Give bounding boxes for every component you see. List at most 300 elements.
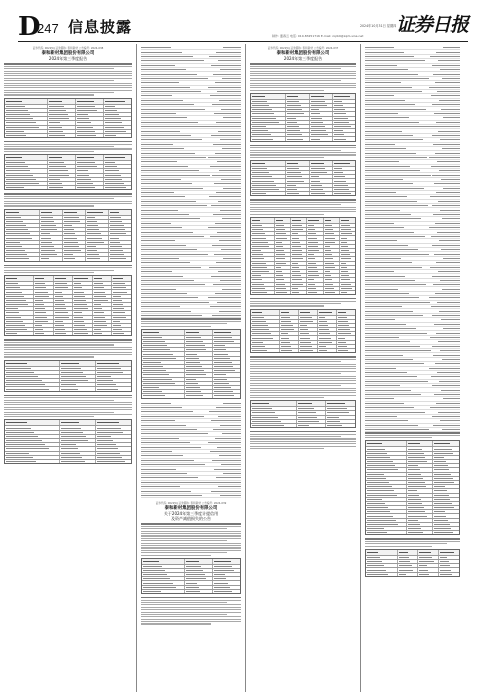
table-cell	[5, 224, 40, 227]
text-line	[4, 201, 132, 202]
table-cell	[63, 257, 86, 260]
text-line	[141, 597, 241, 598]
table-cell	[142, 386, 185, 389]
table-cell	[407, 441, 434, 446]
table-cell	[48, 121, 76, 124]
table-cell	[333, 133, 355, 136]
shareholder-table	[4, 209, 132, 262]
table-cell	[5, 134, 48, 137]
company-name: 泰和新材集团股份有限公司	[276, 51, 330, 56]
text-line	[250, 356, 356, 357]
table-cell	[333, 117, 355, 120]
text-line	[4, 352, 132, 353]
table-cell	[439, 564, 459, 567]
table-cell	[60, 452, 96, 455]
editor-contact-line: 制作: 董春云 电话: 010-83251716 E-mail: zqrb9@zqrb.sina.net	[272, 34, 364, 38]
financial-table	[250, 93, 356, 142]
table-cell	[213, 344, 240, 347]
table-cell	[112, 295, 131, 298]
table-cell	[185, 394, 213, 397]
table-cell	[433, 473, 459, 476]
text-line	[141, 526, 241, 527]
table-cell	[54, 307, 74, 310]
table-cell	[318, 316, 337, 319]
table-cell	[112, 328, 131, 331]
table-cell	[185, 586, 213, 589]
newspaper-logo: 证券日报	[395, 14, 468, 36]
table-cell	[40, 232, 63, 235]
table-row	[5, 332, 131, 335]
table-cell	[251, 416, 297, 419]
table-cell	[275, 278, 291, 281]
table-cell	[112, 332, 131, 335]
table-cell	[318, 328, 337, 331]
table-cell	[251, 401, 297, 406]
table-cell	[275, 257, 291, 260]
table-cell	[185, 569, 213, 572]
table-cell	[48, 155, 76, 160]
table-cell	[5, 452, 60, 455]
table-cell	[286, 161, 309, 166]
table-cell	[73, 311, 93, 314]
table-cell	[433, 527, 459, 530]
table-cell	[280, 320, 299, 323]
table-cell	[340, 291, 355, 294]
text-line	[365, 437, 432, 438]
table-cell	[5, 375, 60, 378]
table-row	[251, 349, 355, 352]
table-cell	[275, 245, 291, 248]
text-line	[4, 92, 114, 93]
table-cell	[398, 556, 419, 559]
table-cell	[275, 249, 291, 252]
table-cell	[60, 447, 96, 450]
table-cell	[5, 182, 48, 185]
table-cell	[366, 481, 407, 484]
table-cell	[185, 382, 213, 385]
table-cell	[76, 174, 104, 177]
text-line	[365, 432, 460, 433]
text-line	[141, 600, 241, 601]
table-cell	[213, 565, 240, 568]
table-cell	[5, 383, 60, 386]
table-cell	[34, 282, 54, 285]
table-cell	[5, 169, 48, 172]
text-line	[250, 366, 356, 367]
table-cell	[185, 369, 213, 372]
table-cell	[48, 117, 76, 120]
table-cell	[142, 330, 185, 335]
text-line	[250, 446, 356, 447]
table-cell	[213, 573, 240, 576]
middle-column	[141, 46, 241, 690]
table-cell	[34, 286, 54, 289]
table-cell	[299, 324, 318, 327]
table-cell	[439, 568, 459, 571]
table-cell	[54, 295, 74, 298]
table-cell	[34, 276, 54, 281]
table-cell	[407, 523, 434, 526]
table-cell	[333, 121, 355, 124]
table-cell	[433, 477, 459, 480]
table-cell	[109, 216, 131, 219]
table-cell	[340, 262, 355, 265]
table-cell	[5, 379, 60, 382]
table-cell	[333, 175, 355, 178]
table-cell	[326, 416, 355, 419]
table-cell	[251, 424, 297, 427]
table-cell	[60, 379, 96, 382]
table-cell	[291, 224, 307, 227]
text-line	[4, 73, 132, 74]
text-line	[4, 347, 132, 348]
table-cell	[109, 241, 131, 244]
text-line	[141, 535, 241, 536]
table-cell	[297, 407, 327, 410]
table-cell	[60, 435, 96, 438]
table-cell	[433, 506, 459, 509]
text-line	[250, 150, 341, 151]
table-cell	[5, 282, 34, 285]
table-cell	[340, 241, 355, 244]
text-line	[365, 538, 460, 539]
table-cell	[185, 373, 213, 376]
text-line	[4, 94, 94, 95]
text-line	[141, 326, 211, 327]
table-cell	[48, 165, 76, 168]
table-cell	[251, 349, 280, 352]
table-cell	[310, 94, 333, 99]
table-cell	[93, 328, 113, 331]
table-cell	[333, 129, 355, 132]
table-cell	[40, 228, 63, 231]
table-cell	[337, 332, 355, 335]
table-cell	[96, 383, 131, 386]
table-cell	[439, 550, 459, 555]
table-cell	[142, 581, 185, 584]
table-cell	[366, 531, 407, 534]
table-cell	[251, 94, 286, 99]
table-cell	[433, 485, 459, 488]
table-cell	[333, 184, 355, 187]
balance-table	[250, 400, 356, 428]
text-line	[141, 533, 241, 534]
text-line	[141, 602, 227, 603]
table-cell	[63, 245, 86, 248]
text-line	[4, 414, 132, 415]
table-cell	[76, 121, 104, 124]
table-cell	[213, 382, 240, 385]
table-cell	[104, 117, 131, 120]
table-cell	[112, 316, 131, 319]
table-cell	[324, 257, 340, 260]
text-line	[4, 85, 132, 86]
table-cell	[297, 424, 327, 427]
table-cell	[310, 179, 333, 182]
table-cell	[109, 228, 131, 231]
table-cell	[324, 241, 340, 244]
announcement-meta: 证券代码: 002254 证券简称: 泰和新材 公告编号: 2024-038	[32, 47, 104, 50]
text-line	[250, 66, 356, 67]
table-cell	[307, 262, 323, 265]
table-cell	[291, 228, 307, 231]
table-cell	[251, 137, 286, 140]
table-cell	[34, 324, 54, 327]
table-cell	[251, 266, 275, 269]
table-cell	[310, 192, 333, 195]
table-cell	[251, 336, 280, 339]
table-cell	[310, 184, 333, 187]
table-cell	[96, 456, 131, 459]
table-cell	[86, 253, 109, 256]
table-cell	[286, 175, 309, 178]
table-cell	[418, 573, 439, 576]
table-cell	[398, 560, 419, 563]
text-line	[250, 385, 341, 386]
table-cell	[340, 257, 355, 260]
table-cell	[54, 316, 74, 319]
table-cell	[54, 303, 74, 306]
table-cell	[251, 121, 286, 124]
table-cell	[366, 510, 407, 513]
table-cell	[433, 523, 459, 526]
table-cell	[310, 121, 333, 124]
table-cell	[286, 179, 309, 182]
table-cell	[324, 287, 340, 290]
table-cell	[93, 332, 113, 335]
table-cell	[280, 336, 299, 339]
publication-date: 2024年10月31日 星期四	[360, 24, 397, 28]
table-cell	[5, 303, 34, 306]
table-cell	[63, 232, 86, 235]
table-cell	[251, 236, 275, 239]
table-cell	[5, 165, 48, 168]
table-cell	[5, 328, 34, 331]
table-cell	[286, 167, 309, 170]
table-cell	[96, 387, 131, 390]
column-divider	[360, 44, 361, 692]
table-cell	[318, 336, 337, 339]
table-cell	[112, 320, 131, 323]
table-cell	[60, 431, 96, 434]
table-cell	[48, 126, 76, 129]
table-cell	[433, 481, 459, 484]
text-line	[250, 63, 356, 64]
table-cell	[54, 290, 74, 293]
table-cell	[185, 352, 213, 355]
table-cell	[398, 564, 419, 567]
table-cell	[366, 568, 398, 571]
table-cell	[337, 336, 355, 339]
table-row	[251, 137, 355, 140]
table-cell	[142, 336, 185, 339]
text-line	[4, 78, 132, 79]
table-cell	[86, 228, 109, 231]
text-line	[141, 538, 241, 539]
table-cell	[60, 387, 96, 390]
table-cell	[86, 241, 109, 244]
table-cell	[54, 320, 74, 323]
table-row	[366, 531, 459, 534]
table-cell	[439, 573, 459, 576]
table-cell	[407, 489, 434, 492]
table-cell	[104, 121, 131, 124]
table-cell	[299, 336, 318, 339]
table-cell	[337, 310, 355, 315]
table-cell	[48, 161, 76, 164]
table-cell	[73, 328, 93, 331]
table-cell	[310, 137, 333, 140]
table-cell	[299, 349, 318, 352]
table-cell	[366, 485, 407, 488]
table-cell	[366, 494, 407, 497]
table-cell	[104, 186, 131, 189]
table-cell	[251, 104, 286, 107]
text-line	[4, 141, 132, 142]
table-row	[5, 186, 131, 189]
table-cell	[213, 369, 240, 372]
table-cell	[185, 365, 213, 368]
table-cell	[291, 249, 307, 252]
table-cell	[366, 456, 407, 459]
table-cell	[366, 447, 407, 450]
table-cell	[73, 299, 93, 302]
text-line	[141, 609, 241, 610]
shareholder-table	[250, 217, 356, 295]
text-line	[141, 612, 241, 613]
table-cell	[251, 129, 286, 132]
body-text	[250, 431, 356, 449]
table-cell	[310, 125, 333, 128]
table-cell	[5, 443, 60, 446]
table-cell	[93, 286, 113, 289]
table-cell	[324, 270, 340, 273]
notice-title: 及资产减值损失的公告	[171, 516, 211, 522]
table-cell	[366, 502, 407, 505]
table-cell	[142, 559, 185, 564]
table-cell	[40, 220, 63, 223]
table-cell	[5, 426, 60, 429]
table-cell	[76, 117, 104, 120]
table-cell	[5, 155, 48, 160]
table-cell	[34, 290, 54, 293]
table-cell	[407, 485, 434, 488]
table-cell	[54, 328, 74, 331]
table-cell	[291, 257, 307, 260]
text-line	[141, 540, 227, 541]
column-divider	[136, 44, 137, 692]
table-row	[5, 257, 131, 260]
table-cell	[307, 232, 323, 235]
table-cell	[142, 390, 185, 393]
text-line	[250, 214, 324, 215]
table-cell	[340, 218, 355, 223]
table-cell	[40, 216, 63, 219]
table-cell	[142, 357, 185, 360]
table-cell	[34, 295, 54, 298]
text-line	[4, 395, 132, 396]
table-cell	[318, 332, 337, 335]
table-cell	[299, 316, 318, 319]
text-line	[250, 431, 356, 432]
table-cell	[96, 420, 131, 425]
table-cell	[366, 506, 407, 509]
table-cell	[142, 369, 185, 372]
body-text	[250, 63, 356, 91]
column-divider	[245, 44, 246, 692]
text-line	[4, 68, 114, 69]
text-line	[250, 364, 356, 365]
table-cell	[251, 188, 286, 191]
table-cell	[5, 245, 40, 248]
text-line	[4, 272, 94, 273]
table-cell	[5, 236, 40, 239]
table-cell	[5, 109, 48, 112]
table-cell	[291, 232, 307, 235]
table-cell	[96, 379, 131, 382]
table-cell	[324, 236, 340, 239]
text-line	[4, 83, 132, 84]
table-cell	[142, 382, 185, 385]
text-line	[365, 546, 432, 547]
table-cell	[48, 174, 76, 177]
table-cell	[318, 341, 337, 344]
table-cell	[286, 133, 309, 136]
table-cell	[104, 161, 131, 164]
table-cell	[251, 316, 280, 319]
table-cell	[5, 290, 34, 293]
table-cell	[5, 431, 60, 434]
text-line	[250, 436, 341, 437]
table-cell	[185, 348, 213, 351]
table-cell	[251, 232, 275, 235]
table-cell	[307, 218, 323, 223]
table-cell	[291, 274, 307, 277]
table-cell	[251, 274, 275, 277]
table-cell	[433, 489, 459, 492]
table-cell	[251, 420, 297, 423]
text-line	[141, 543, 241, 544]
table-cell	[86, 232, 109, 235]
table-cell	[40, 224, 63, 227]
text-line	[141, 614, 227, 615]
table-cell	[104, 113, 131, 116]
table-cell	[337, 345, 355, 348]
table-cell	[310, 175, 333, 178]
table-cell	[54, 332, 74, 335]
table-cell	[5, 232, 40, 235]
table-cell	[251, 253, 275, 256]
text-line	[4, 148, 132, 149]
table-cell	[324, 232, 340, 235]
table-cell	[104, 99, 131, 104]
cashflow-table	[141, 329, 241, 399]
table-cell	[5, 210, 40, 215]
table-cell	[280, 310, 299, 315]
table-cell	[439, 556, 459, 559]
table-cell	[366, 473, 407, 476]
table-cell	[340, 245, 355, 248]
table-cell	[185, 590, 213, 593]
table-cell	[275, 232, 291, 235]
text-line	[4, 397, 132, 398]
table-cell	[324, 218, 340, 223]
text-line	[141, 621, 241, 622]
text-line	[4, 404, 132, 405]
table-cell	[5, 257, 40, 260]
table-cell	[40, 253, 63, 256]
text-line	[4, 270, 114, 271]
